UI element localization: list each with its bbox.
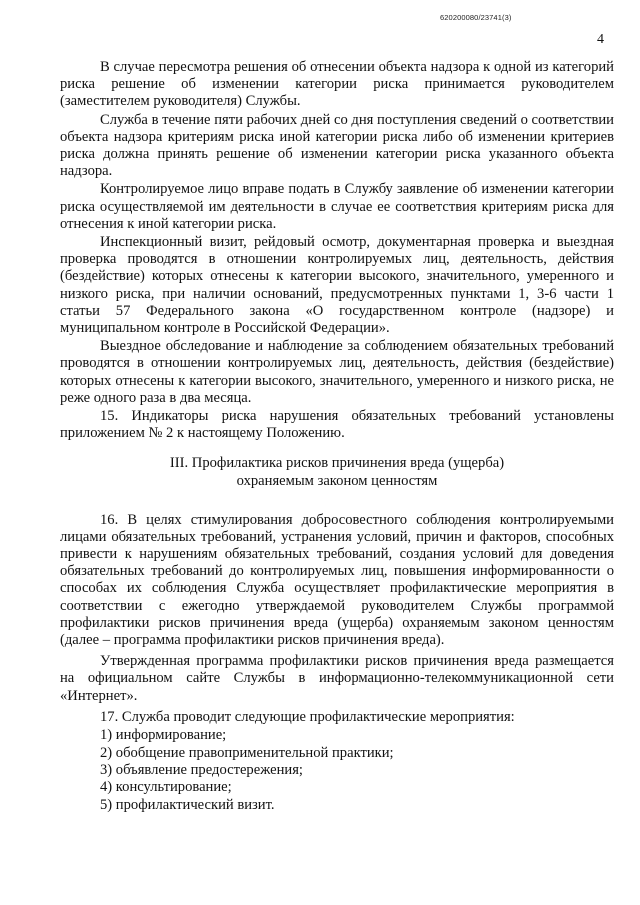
document-id: 620200080/23741(3): [440, 13, 512, 22]
paragraph-inspection-types: Инспекционный визит, рейдовый осмотр, документарная проверка и выездная проверка проводятся в отношении контролируемых лиц, деятельность, действия (бездействие) которых отнесены к категории высокого, значительного, умеренного и низкого риска, при наличии оснований, предусмотренных пунктами 1, 3-6 части 1 статьи 57 Федерального закона «О государственном контроле (надзоре) и муниципальном контроле в Российской Федерации».: [60, 234, 614, 337]
paragraph-prevention-program: 16. В целях стимулирования добросовестного соблюдения контролируемыми лицами обязательных требований, устранения условий, причин и факторов, способных привести к нарушениям обязательных требований, создания условий для доведения обязательных требований до контролируемых лиц, повышения информированности о способах их соблюдения Служба осуществляет профилактические мероприятия в соответствии с ежегодно утверждаемой руководителем Службы программой профилактики рисков причинения вреда (ущерба) охраняемым законом ценностям (далее – программа профилактики рисков причинения вреда).: [60, 511, 614, 649]
document-body: [60, 59, 614, 814]
section-heading-line1: III. Профилактика рисков причинения вреда (ущерба): [169, 455, 505, 472]
paragraph-category-change-deadline: Служба в течение пяти рабочих дней со дня поступления сведений о соответствии объекта надзора критериям риска иной категории риска либо об изменении критериев риска должна принять решение об изменении категории риска указанного объекта надзора.: [60, 111, 614, 180]
paragraph-controlled-person-application: Контролируемое лицо вправе подать в Службу заявление об изменении категории риска осуществляемой им деятельности в случае ее соответствия критериям риска для отнесения к иной категории риска.: [60, 181, 614, 232]
section-heading: [60, 455, 614, 490]
list-item-warning: 3) объявление предостережения;: [100, 761, 303, 778]
paragraph-program-publication: Утвержденная программа профилактики рисков причинения вреда размещается на официальном сайте Службы в информационно-телекоммуникационной сети «Интернет».: [60, 653, 614, 704]
paragraph-risk-indicators: 15. Индикаторы риска нарушения обязательных требований установлены приложением № 2 к настоящему Положению.: [60, 408, 614, 442]
paragraph-field-survey: Выездное обследование и наблюдение за соблюдением обязательных требований проводятся в отношении контролируемых лиц, деятельность, действия (бездействие) которых отнесены к категории высокого, значительного, умеренного и низкого риска, не реже одного раза в два месяца.: [60, 338, 614, 406]
section-heading-line2: охраняемым законом ценностям: [236, 473, 438, 490]
list-item-consulting: 4) консультирование;: [100, 779, 232, 796]
list-item-preventive-visit: 5) профилактический визит.: [100, 796, 275, 813]
paragraph-category-revision: В случае пересмотра решения об отнесении объекта надзора к одной из категорий риска решение об изменении категории риска принимается руководителем (заместителем руководителя) Службы.: [60, 59, 614, 110]
page-number: 4: [597, 32, 604, 47]
list-item-informing: 1) информирование;: [100, 727, 227, 744]
paragraph-prevention-measures-intro: 17. Служба проводит следующие профилактические мероприятия:: [100, 708, 515, 725]
list-item-practice-generalization: 2) обобщение правоприменительной практики;: [100, 744, 394, 761]
